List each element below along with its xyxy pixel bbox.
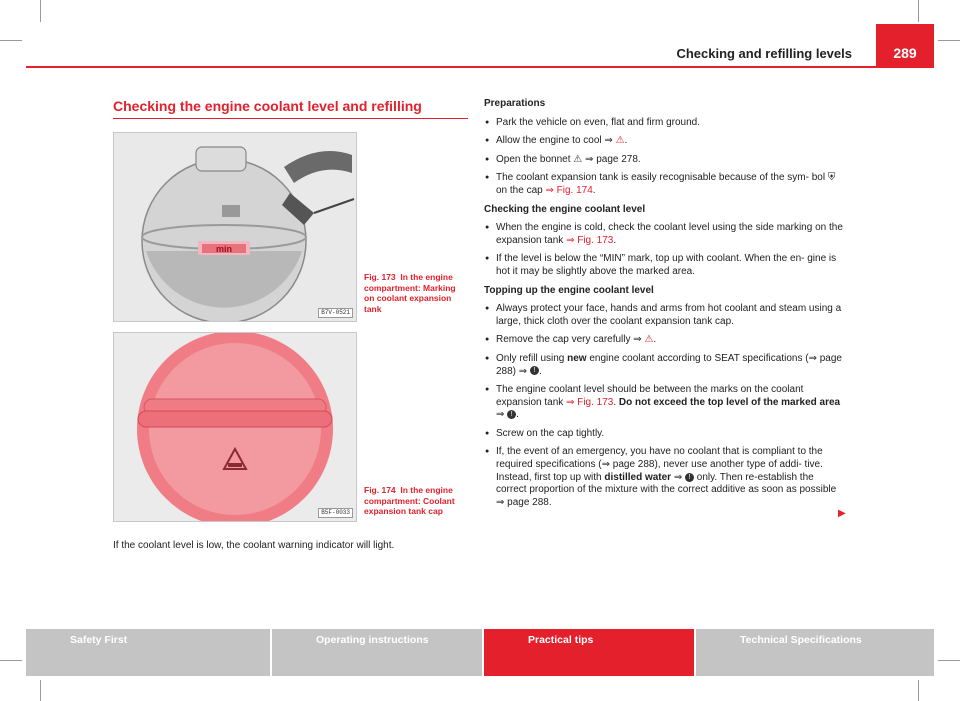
list-item: ● Always protect your face, hands and arms from hot coolant and steam using a large, thick cloth over the coolant expansion tank cap. [484, 303, 844, 328]
list-item: ● Allow the engine to cool ⇒ ⚠. [484, 135, 844, 148]
section-title: Checking the engine coolant level and refilling [113, 98, 422, 114]
tank-cap-illustration [114, 333, 356, 521]
topping-up-heading: Topping up the engine coolant level [484, 284, 654, 296]
list-item: ● Remove the cap very carefully ⇒ ⚠. [484, 334, 844, 347]
warning-icon[interactable]: ⚠ [615, 135, 625, 147]
footer-tab-technical-specifications[interactable]: Technical Specifications [696, 629, 934, 676]
coolant-symbol-icon: ⛨ [827, 172, 836, 184]
figure-caption-text: In the engine compartment: Coolant expansion tank cap [364, 485, 455, 516]
header-rule [26, 66, 934, 68]
list-item: ● Park the vehicle on even, flat and firm ground. [484, 117, 844, 130]
crop-mark [918, 0, 919, 22]
page-number: 289 [876, 24, 934, 68]
footer-tabs [26, 629, 934, 676]
list-item: ● The engine coolant level should be between the marks on the coolant expansion tank ⇒ Fig. 173. Do not exceed the top level of the marked area ⇒ ! . [484, 384, 844, 422]
note-icon[interactable]: ! [507, 410, 516, 419]
checking-heading: Checking the engine coolant level [484, 203, 646, 215]
note-icon[interactable]: ! [530, 366, 539, 375]
list-item: ● The coolant expansion tank is easily recognisable because of the sym- bol ⛨ on the cap ⇒ Fig. 174. [484, 172, 844, 197]
footer-tab-safety-first[interactable]: Safety First [26, 629, 270, 676]
crop-mark [918, 680, 919, 701]
warning-icon[interactable]: ⚠ [644, 334, 654, 346]
crop-mark [938, 40, 960, 41]
figure-caption-text: In the engine compartment: Marking on coolant expansion tank [364, 272, 456, 314]
figure-caption [364, 272, 464, 314]
crop-mark [938, 660, 960, 661]
right-column [484, 98, 844, 515]
preparations-heading: Preparations [484, 98, 546, 109]
section-rule [113, 118, 468, 119]
note-icon[interactable]: ! [685, 473, 694, 482]
footer-tab-practical-tips[interactable]: Practical tips [484, 629, 694, 676]
warning-icon: ⚠ [573, 153, 583, 165]
list-item: ● Only refill using new engine coolant according to SEAT specifications (⇒ page 288) ⇒ ! . [484, 353, 844, 378]
figure-reference-link[interactable]: ⇒ Fig. 173 [566, 234, 614, 246]
figure-caption [364, 485, 464, 517]
list-item: ● If the level is below the “MIN” mark, top up with coolant. When the en- gine is hot it may be slightly above the marked area. [484, 253, 844, 278]
figure-expansion-tank [113, 132, 357, 322]
list-item: ● Screw on the cap tightly. [484, 428, 844, 441]
list-item: ● Open the bonnet ⚠ ⇒ page 278. [484, 154, 844, 167]
min-mark-label: min [215, 244, 233, 254]
figure-reference-link[interactable]: ⇒ Fig. 174 [545, 184, 593, 196]
crop-mark [0, 660, 22, 661]
list-item: ● When the engine is cold, check the coolant level using the side marking on the expansion tank ⇒ Fig. 173. [484, 222, 844, 247]
continue-arrow-icon: ▶ [838, 508, 846, 519]
figure-tank-cap [113, 332, 357, 522]
figure-reference-link[interactable]: ⇒ Fig. 173 [566, 396, 614, 408]
expansion-tank-illustration [114, 133, 356, 321]
figure-code: B7V-0521 [318, 308, 353, 318]
figure-code: B5F-0033 [318, 508, 353, 518]
crop-mark [0, 40, 22, 41]
warning-indicator-note: If the coolant level is low, the coolant warning indicator will light. [113, 540, 395, 551]
footer-tab-operating-instructions[interactable]: Operating instructions [272, 629, 482, 676]
running-title: Checking and refilling levels [676, 46, 852, 61]
crop-mark [40, 0, 41, 22]
figure-caption-label: Fig. 173 [364, 272, 396, 282]
figure-caption-label: Fig. 174 [364, 485, 396, 495]
list-item: ● If, the event of an emergency, you have no coolant that is compliant to the required specifications (⇒ page 288), never use another type of addi- tive. Instead, first top up with distilled water ⇒ ! only. Then re-establish the correct proportion of the mixture with the correct additive as soon as possible ⇒ page 288. [484, 446, 844, 509]
crop-mark [40, 680, 41, 701]
